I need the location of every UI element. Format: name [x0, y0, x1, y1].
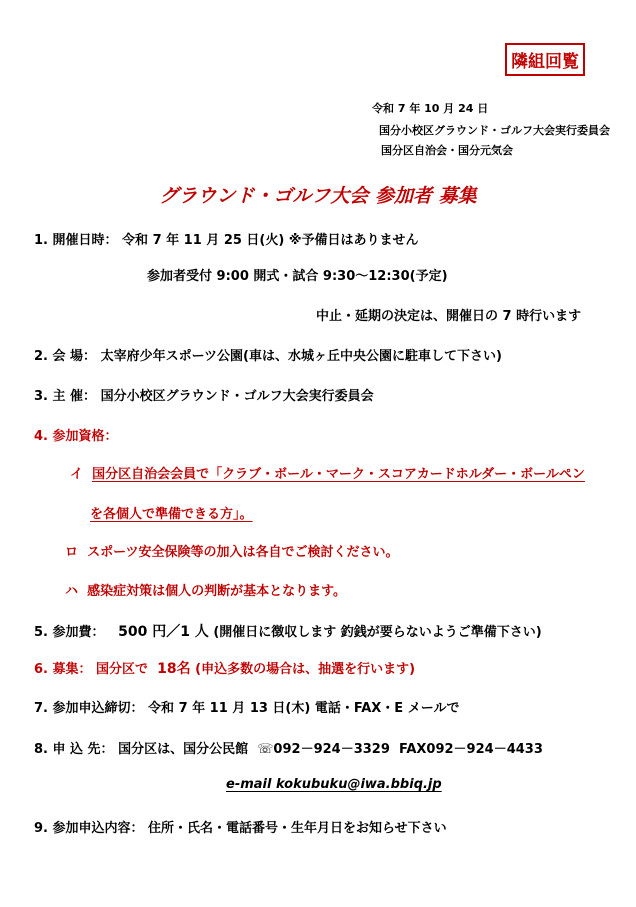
cancellation-note: 中止・延期の決定は、開催日の 7 時行います — [316, 309, 582, 324]
qualification-ro — [65, 541, 399, 560]
qualification-ha — [65, 580, 346, 599]
circulation-stamp: 隣組回覧 — [505, 43, 585, 76]
item-8-value: 国分区は、国分公民館 — [118, 742, 249, 757]
qualification-i — [70, 463, 585, 482]
item-1 — [34, 229, 418, 248]
recruit-note: (申込多数の場合は、抽選を行います) — [195, 662, 416, 677]
item-9-value: 住所・氏名・電話番号・生年月日をお知らせ下さい — [148, 821, 447, 836]
item-2 — [34, 345, 502, 364]
item-7 — [34, 697, 459, 716]
recruit-count: 18名 — [157, 661, 191, 677]
fee-note: (開催日に徴収します 釣銭が要らないようご準備下さい) — [213, 625, 542, 640]
item-6-label: 6. 募集： — [34, 662, 92, 677]
item-2-value: 太宰府少年スポーツ公園(車は、水城ヶ丘中央公園に駐車して下さい) — [100, 349, 502, 364]
qualification-ha-mark: ハ — [65, 584, 79, 599]
item-4-label: 4. 参加資格： — [34, 429, 118, 444]
item-9 — [34, 817, 447, 836]
qualification-ro-text: スポーツ安全保険等の加入は各自でご検討ください。 — [87, 545, 399, 560]
item-7-value: 令和 7 年 11 月 13 日(木) 電話・FAX・E メールで — [148, 701, 460, 716]
organizer-association: 国分区自治会・国分元気会 — [381, 144, 513, 157]
item-1-label: 1. 開催日時： — [34, 233, 118, 248]
item-7-label: 7. 参加申込締切： — [34, 701, 144, 716]
item-3 — [34, 385, 374, 404]
contact-phone: ☏092－924－3329 — [257, 742, 390, 757]
contact-email[interactable]: e-mail kokubuku@iwa.bbiq.jp — [226, 777, 442, 792]
qualification-i-text: 国分区自治会会員で「クラブ・ボール・マーク・スコアカードホルダー・ボールペン — [92, 467, 585, 482]
item-5 — [34, 621, 542, 641]
item-8 — [34, 738, 543, 757]
organizer-committee: 国分小校区グラウンド・ゴルフ大会実行委員会 — [379, 124, 610, 137]
recruit-area: 国分区で — [96, 662, 149, 677]
item-5-label: 5. 参加費： — [34, 625, 105, 640]
fee-amount: 500 円／1 人 — [118, 624, 209, 640]
item-9-label: 9. 参加申込内容： — [34, 821, 144, 836]
item-2-label: 2. 会 場： — [34, 349, 97, 364]
item-3-label: 3. 主 催： — [34, 389, 97, 404]
item-3-value: 国分小校区グラウンド・ゴルフ大会実行委員会 — [100, 389, 374, 404]
item-1-value: 令和 7 年 11 月 25 日(火) ※予備日はありません — [122, 233, 419, 248]
reception-time: 参加者受付 9:00 開式・試合 9:30～12:30(予定) — [147, 269, 448, 284]
qualification-i-text-cont: を各個人で準備できる方」。 — [90, 507, 253, 522]
item-6 — [34, 658, 415, 678]
issue-date: 令和 7 年 10 月 24 日 — [372, 102, 489, 115]
qualification-ro-mark: ロ — [65, 545, 79, 560]
qualification-i-mark: イ — [70, 467, 84, 482]
item-8-label: 8. 申 込 先： — [34, 742, 114, 757]
page-title: グラウンド・ゴルフ大会 参加者 募集 — [159, 185, 477, 207]
contact-fax: FAX092－924－4433 — [398, 742, 543, 757]
qualification-ha-text: 感染症対策は個人の判断が基本となります。 — [87, 584, 347, 599]
